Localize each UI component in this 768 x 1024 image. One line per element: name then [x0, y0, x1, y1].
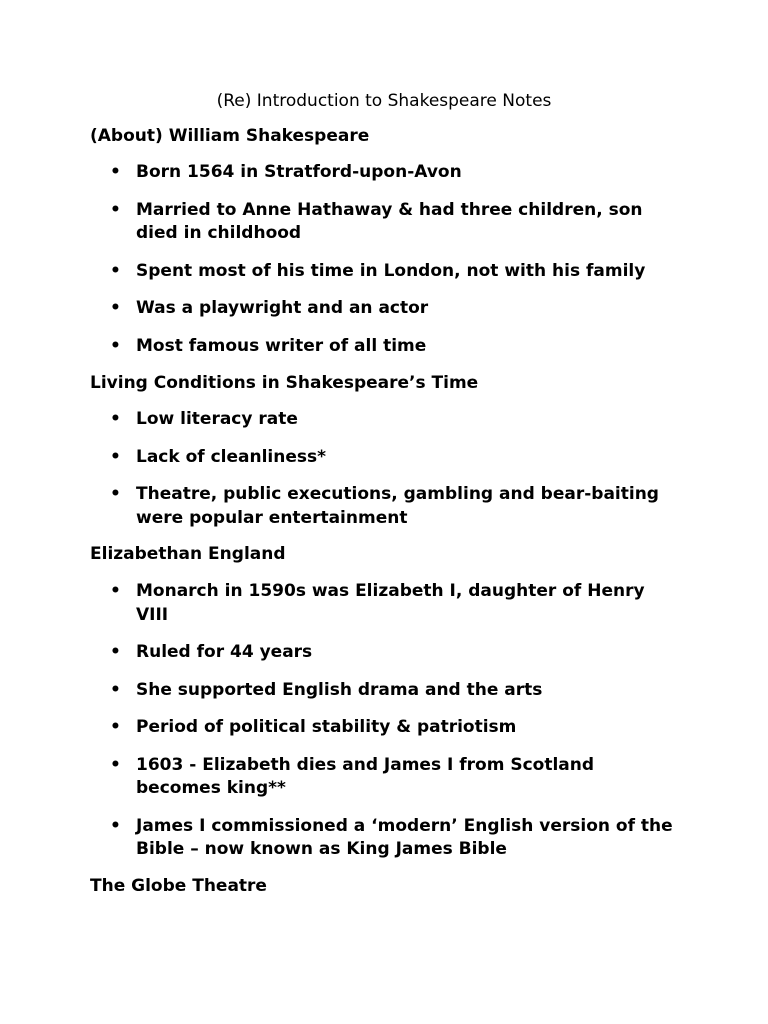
section-heading-globe-theatre: The Globe Theatre [90, 876, 267, 896]
bullet-icon: • [110, 679, 121, 700]
bullet-icon: • [110, 581, 121, 601]
list-item: • Married to Anne Hathaway & had three children, son died in childhood [110, 199, 643, 243]
list-item: • James I commissioned a ‘modern’ English version of the Bible – now known as King James Bible [110, 815, 673, 859]
bullet-icon: • [110, 199, 121, 220]
section-list-about-shakespeare [110, 161, 680, 372]
list-item: • Born 1564 in Stratford-upon-Avon [110, 161, 680, 185]
bullet-icon: • [110, 754, 121, 775]
list-item: • Most famous writer of all time [110, 335, 680, 359]
list-item: • Theatre, public executions, gambling and bear-baiting were popular entertainment [110, 484, 659, 528]
bullet-icon: • [110, 642, 121, 662]
document-title: (Re) Introduction to Shakespeare Notes [216, 91, 552, 111]
bullet-icon: • [110, 335, 121, 356]
bullet-icon: • [110, 717, 121, 737]
list-item: • Period of political stability & patriotism [110, 716, 680, 740]
bullet-icon: • [110, 815, 121, 836]
section-list-living-conditions [110, 408, 680, 544]
bullet-icon: • [110, 484, 121, 504]
bullet-icon: • [110, 162, 121, 182]
list-item: • Spent most of his time in London, not with his family [110, 260, 680, 284]
list-item: • Lack of cleanliness* [110, 446, 680, 470]
list-item: • Monarch in 1590s was Elizabeth I, daughter of Henry VIII [110, 581, 645, 625]
section-list-elizabethan-england [110, 580, 680, 876]
bullet-icon: • [110, 409, 121, 429]
section-heading-living-conditions: Living Conditions in Shakespeare’s Time [90, 373, 479, 393]
section-heading-elizabethan-england: Elizabethan England [90, 544, 286, 564]
list-item: • 1603 - Elizabeth dies and James I from Scotland becomes king** [110, 754, 595, 798]
bullet-icon: • [110, 446, 121, 467]
section-heading-about-shakespeare: (About) William Shakespeare [90, 126, 370, 146]
list-item: • Ruled for 44 years [110, 641, 680, 665]
list-item: • Low literacy rate [110, 408, 680, 432]
bullet-icon: • [110, 298, 121, 318]
list-item: • Was a playwright and an actor [110, 297, 680, 321]
bullet-icon: • [110, 260, 121, 281]
list-item: • She supported English drama and the arts [110, 679, 680, 703]
